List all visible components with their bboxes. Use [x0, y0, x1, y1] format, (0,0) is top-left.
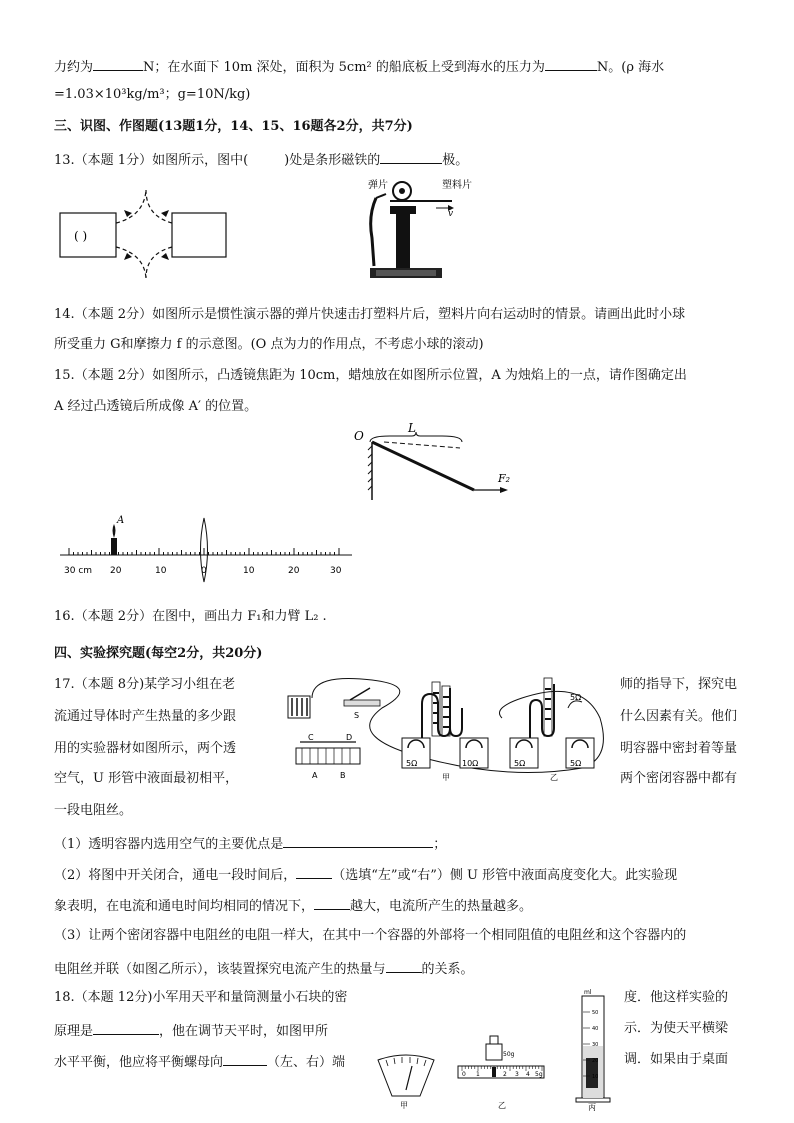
setup-jia [402, 682, 488, 782]
q17-part3-line1: （3）让两个密闭容器中电阻丝的电阻一样大，在其中一个容器的外部将一个相同阻值的电阻丝和这个容器内的 [54, 928, 687, 943]
text: 原理是 [54, 1024, 94, 1039]
q18-right-1: 度．他这样实验的 [624, 990, 729, 1005]
cyl-mark: 50 [592, 1010, 599, 1016]
fig-jia-label: 甲 [400, 1101, 408, 1110]
point-a-label: A [117, 515, 125, 526]
q17-left-1: 17.（本题 8分)某学习小组在老 [54, 677, 236, 692]
resistor-label: 5Ω [570, 759, 582, 768]
text: 象表明，在电流和通电时间均相同的情况下， [54, 899, 315, 914]
answer-blank[interactable] [296, 864, 332, 879]
q17-right-2: 什么因素有关。他们 [620, 709, 738, 724]
q17-left-3: 用的实验器材如图所示，两个透 [54, 741, 237, 756]
q18-left-1: 18.（本题 12分)小军用天平和量筒测量小石块的密 [54, 990, 348, 1005]
tick-label-30cm-left: 30 cm [64, 566, 93, 576]
q15-line2: A 经过凸透镜后所成像 A′ 的位置。 [54, 399, 258, 414]
text: （左、右）端 [267, 1055, 346, 1070]
cyl-mark: 30 [592, 1042, 599, 1048]
section-3-title: 三、识图、作图题(13题1分，14、15、16题各2分，共7分) [54, 119, 413, 134]
answer-blank[interactable] [545, 56, 597, 71]
cyl-mark: 10 [592, 1074, 599, 1080]
q17-right-3: 明容器中密封着等量 [620, 741, 738, 756]
terminal-b-label: B [340, 771, 346, 780]
resistor-label: 5Ω [514, 759, 526, 768]
prev-question-line1 [54, 56, 664, 77]
length-label: L [408, 421, 416, 435]
q15-line1: 15.（本题 2分）如图所示，凸透镜焦距为 10cm，蜡烛放在如图所示位置，A 为烛焰上的一点，请作图确定出 [54, 368, 687, 383]
switch-label: S [354, 711, 360, 720]
text: 水平平衡，他应将平衡螺母向 [54, 1055, 224, 1070]
setup-yi [510, 678, 594, 782]
q17-right-4: 两个密闭容器中都有 [620, 771, 738, 786]
fig-yi-label: 乙 [498, 1101, 506, 1110]
pivot-label: O [354, 429, 364, 443]
weight-label: 50g [503, 1051, 515, 1058]
answer-blank[interactable] [386, 958, 422, 973]
tick-label-10-left: 10 [155, 566, 167, 576]
tick-label-20-right: 20 [288, 566, 300, 576]
answer-blank[interactable] [314, 895, 350, 910]
scale-label: 4 [526, 1071, 530, 1078]
text: （2）将图中开关闭合，通电一段时间后， [54, 868, 297, 883]
text: 力约为 [54, 60, 94, 75]
scale-label: 5g [535, 1071, 543, 1078]
q14-line2: 所受重力 G和摩擦力 f 的示意图。(O 点为力的作用点，不考虑小球的滚动) [54, 337, 484, 352]
setup-yi-label: 乙 [550, 773, 558, 782]
text: （1）透明容器内选用空气的主要优点是 [54, 837, 284, 852]
q17-right-1: 师的指导下，探究电 [620, 677, 738, 692]
answer-blank[interactable] [223, 1051, 267, 1066]
q16-text: 16.（本题 2分）在图中，画出力 F₁和力臂 L₂ . [54, 609, 327, 624]
tick-label-20-left: 20 [110, 566, 122, 576]
q17-part2-line2 [54, 895, 532, 916]
setup-jia-label: 甲 [442, 773, 450, 782]
balance-cylinder-figure [372, 986, 622, 1112]
text: 的关系。 [421, 962, 474, 977]
resistor-label: 10Ω [462, 759, 479, 768]
text: N。(ρ 海水 [596, 60, 665, 75]
tick-label-30-right: 30 [330, 566, 342, 576]
cyl-mark: 40 [592, 1026, 599, 1032]
q17-left-4: 空气，U 形管中液面最初相平， [54, 771, 239, 786]
scale-label: 0 [462, 1071, 466, 1078]
velocity-label: v [448, 209, 454, 219]
q17-left-5: 一段电阻丝。 [54, 803, 133, 818]
inertia-demonstrator-figure [360, 176, 480, 284]
lever-figure [350, 420, 530, 500]
cyl-mark: 20 [592, 1058, 599, 1064]
terminal-c-label: C [308, 733, 314, 742]
q14-line1: 14.（本题 2分）如图所示是惯性演示器的弹片快速击打塑料片后，塑料片向右运动时的情景。请画出此时小球 [54, 307, 686, 322]
q17-part3-line2 [54, 958, 474, 979]
prev-question-line2: =1.03×10³kg/m³；g=10N/kg) [54, 87, 251, 102]
terminal-a-label: A [312, 771, 318, 780]
q17-part2-line1 [54, 864, 677, 885]
text: ，他在调节天平时，如图甲所 [159, 1024, 329, 1039]
text: )处是条形磁铁的 [284, 153, 381, 168]
q17-left-2: 流通过导体时产生热量的多少跟 [54, 709, 237, 724]
magnet-field-figure [54, 180, 284, 280]
text: 极。 [442, 153, 469, 168]
q13-text [54, 149, 468, 170]
scale-label: 2 [503, 1071, 507, 1078]
force-f2-label: F₂ [498, 472, 511, 485]
q17-part1 [54, 833, 446, 854]
resistor-label: 5Ω [406, 759, 418, 768]
text: 13.（本题 1分）如图所示，图中( [54, 153, 249, 168]
answer-blank[interactable] [283, 833, 433, 848]
plastic-label: 塑料片 [442, 180, 472, 191]
text: 电阻丝并联（如图乙所示），该装置探究电流产生的热量与 [54, 962, 386, 977]
text: （选填“左”或“右”）侧 U 形管中液面高度变化大。此实验现 [332, 868, 678, 883]
answer-blank[interactable] [93, 56, 143, 71]
q18-left-2 [54, 1020, 328, 1041]
scale-label: 3 [515, 1071, 519, 1078]
answer-blank[interactable] [380, 149, 442, 164]
spring-label: 弹片 [368, 180, 388, 191]
text: ； [433, 837, 447, 852]
fig-bing-label: 丙 [588, 1103, 596, 1112]
text: 越大，电流所产生的热量越多。 [350, 899, 533, 914]
q18-right-3: 调．如果由于桌面 [624, 1052, 729, 1067]
q18-right-2: 示．为使天平横梁 [624, 1021, 729, 1036]
terminal-d-label: D [346, 733, 353, 742]
scale-label: 1 [476, 1071, 480, 1078]
tick-label-10-right: 10 [243, 566, 255, 576]
section-4-title: 四、实验探究题(每空2分，共20分) [54, 646, 263, 661]
joule-heating-apparatus-figure [282, 668, 612, 798]
optical-bench-figure [56, 510, 356, 584]
answer-blank[interactable] [93, 1020, 159, 1035]
magnet-parenthesis: ( ) [74, 229, 88, 243]
tick-label-0: 0 [201, 566, 207, 576]
cylinder-unit: ml [584, 989, 592, 996]
resistor-label: 5Ω [570, 693, 582, 702]
text: N；在水面下 10m 深处，面积为 5cm² 的船底板上受到海水的压力为 [143, 60, 545, 75]
q18-left-3 [54, 1051, 345, 1072]
